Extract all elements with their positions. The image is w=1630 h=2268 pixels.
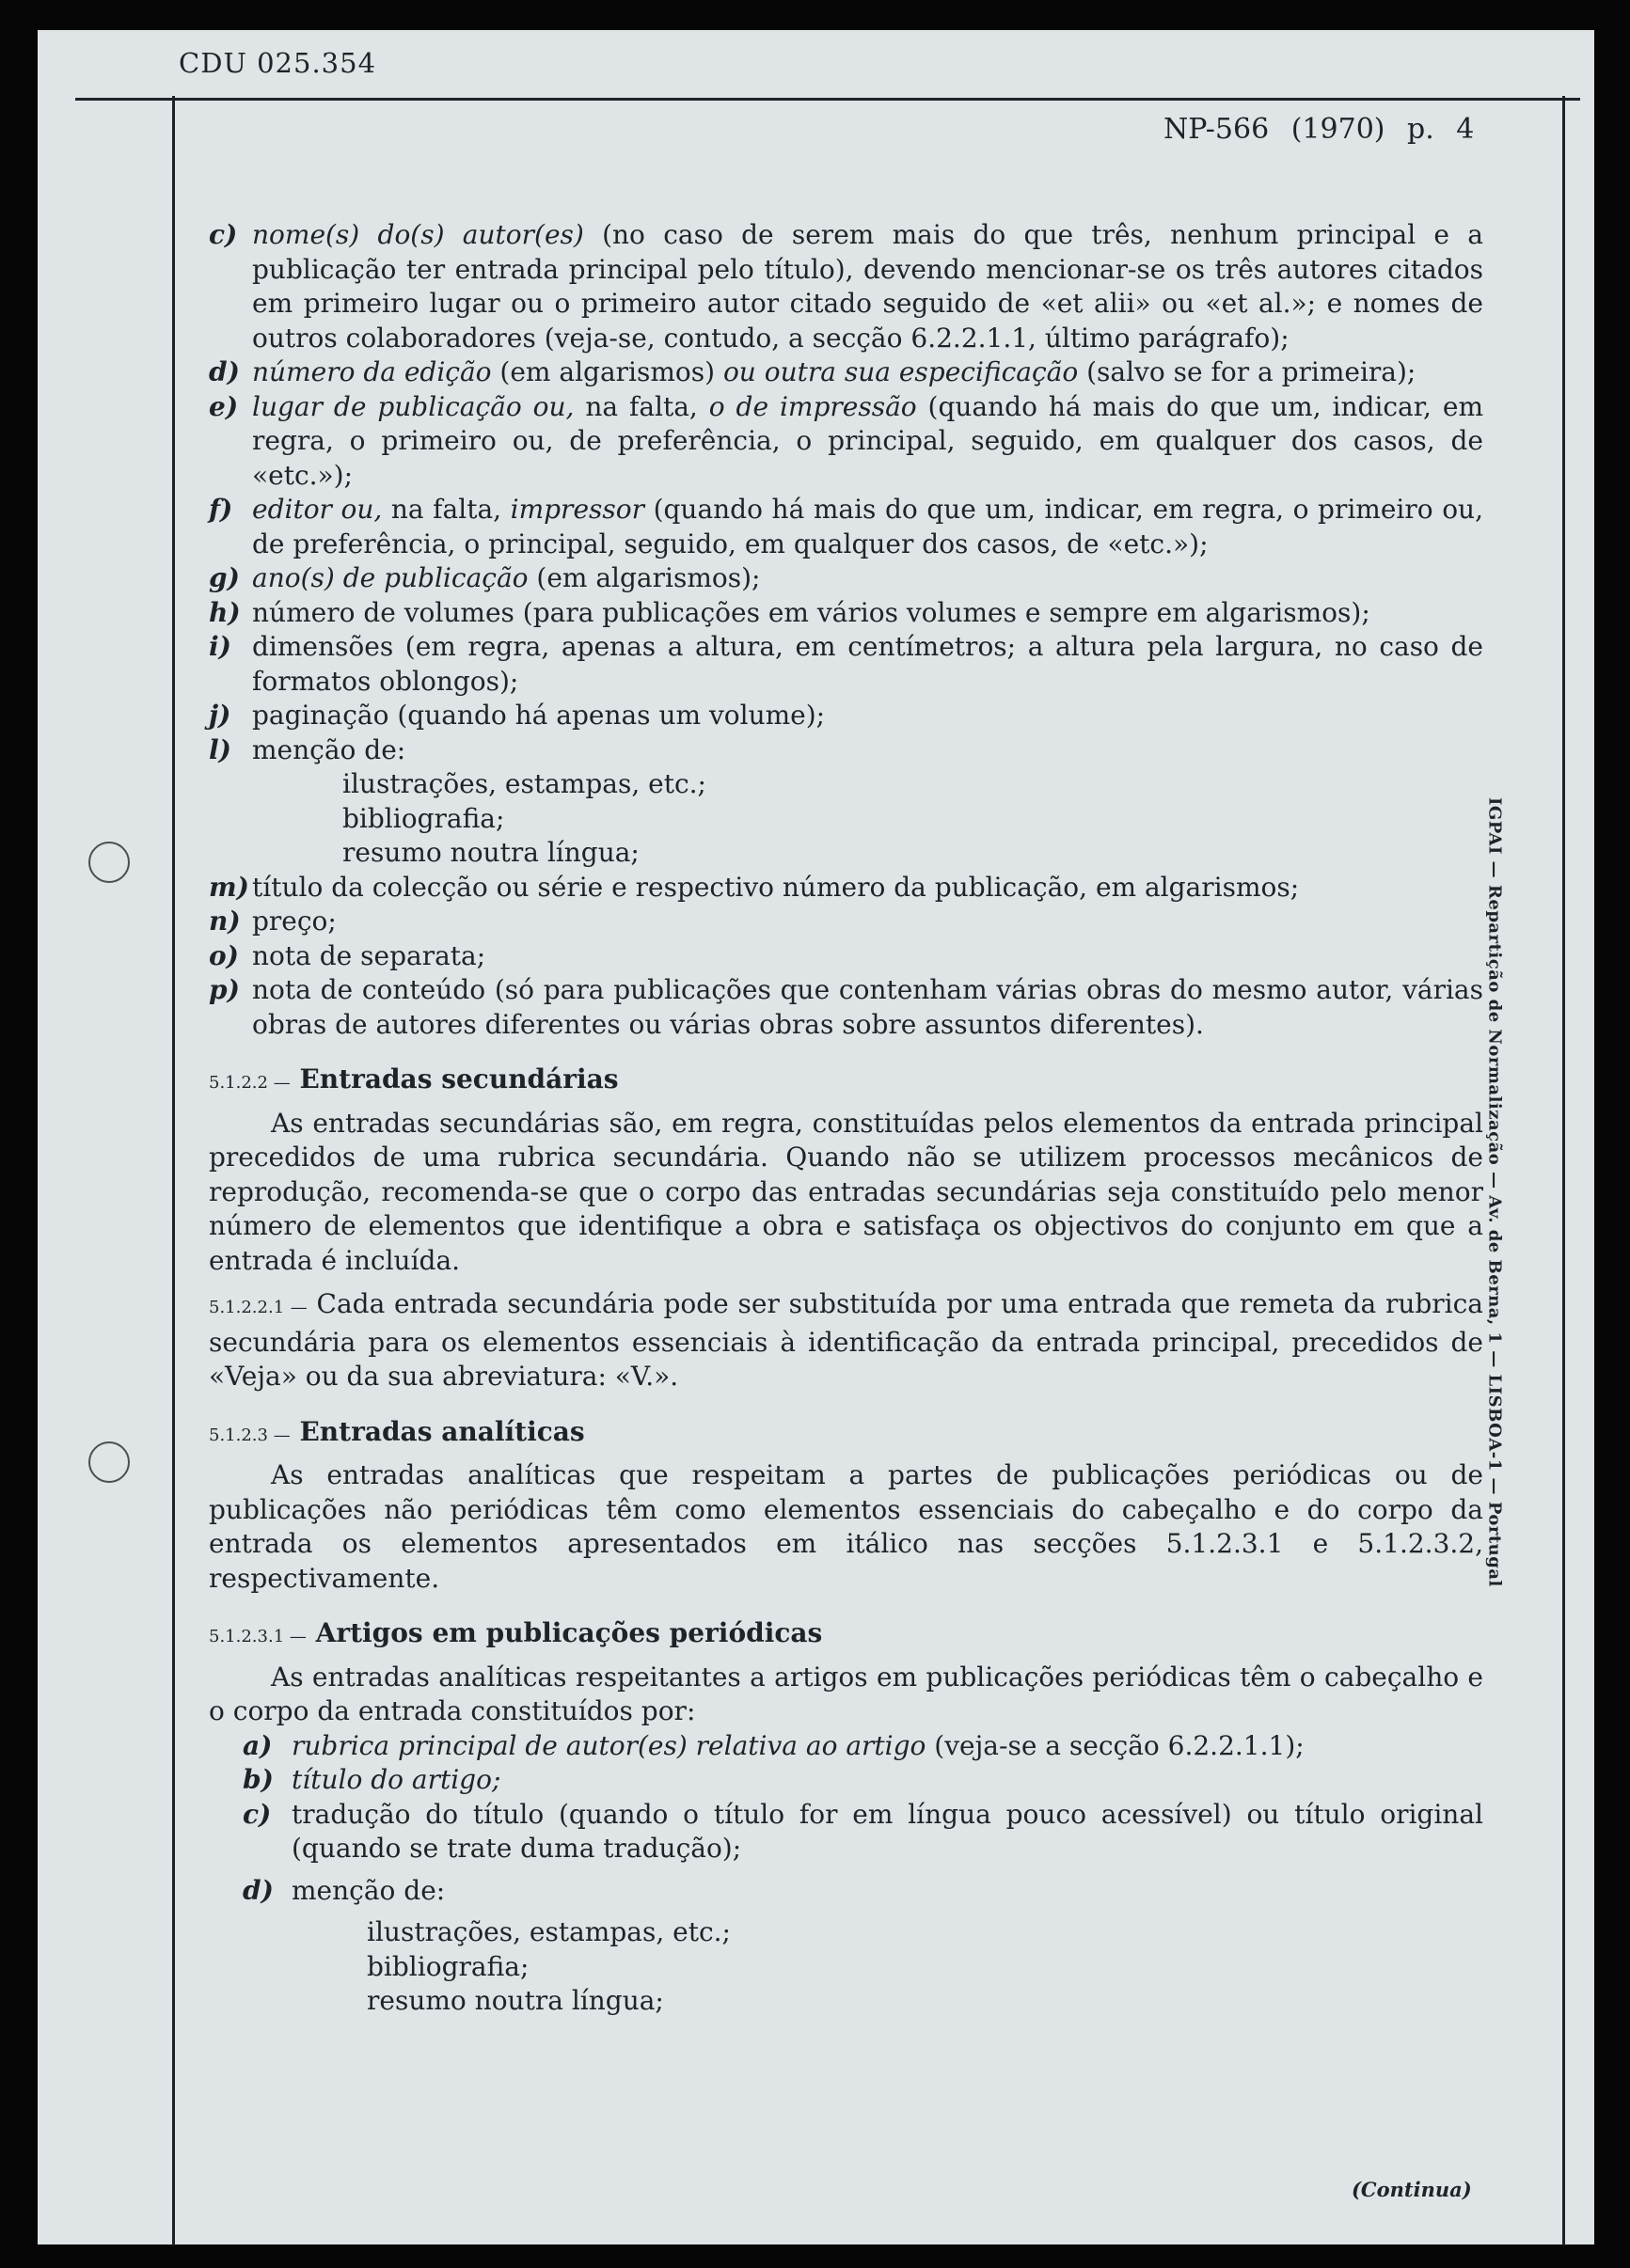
list-item: i) dimensões (em regra, apenas a altura, em centímetros; a altura pela largura, no caso de formatos oblongos); — [209, 631, 1483, 697]
list-item: d) menção de: — [243, 1874, 446, 1906]
list-item: f) editor ou, na falta, impressor (quando há mais do que um, indicar, em regra, o primeiro ou, de preferência, o principal, seguido, em qualquer dos casos, de «etc.»); — [209, 494, 1483, 559]
classification-code: CDU 025.354 — [179, 47, 377, 79]
frame-right-rule — [1562, 96, 1565, 2245]
section-heading: 5.1.2.3.1 — Artigos em publicações periódicas — [209, 1617, 823, 1648]
list-elements-2 — [209, 1729, 1483, 2019]
list-item: n) preço; — [209, 906, 337, 937]
page-header: NP-566 (1970) p. 4 — [1163, 113, 1475, 146]
frame-top-rule — [75, 98, 1580, 101]
list-item: m) título da colecção ou série e respectivo número da publicação, em algarismos; — [209, 871, 1300, 903]
document-body — [209, 218, 1483, 2019]
side-note: IGPAI — Repartição de Normalização — Av. de Berna, 1 — LISBOA-1 — Portugal — [1484, 797, 1505, 1587]
paragraph: As entradas analíticas respeitantes a artigos em publicações periódicas têm o cabeçalho e o corpo da entrada constituídos por: — [209, 1661, 1483, 1726]
list-item: g) ano(s) de publicação (em algarismos); — [209, 562, 761, 593]
list-elements-1 — [209, 218, 1483, 1042]
punch-hole — [88, 842, 130, 883]
sub-list-item: ilustrações, estampas, etc.; — [367, 1916, 731, 1947]
paragraph: As entradas secundárias são, em regra, constituídas pelos elementos da entrada principal precedidos de uma rubrica secundária. Quando não se utilizem processos mecânicos de reprodução, recomenda-se que o corpo das entradas secundárias seja constituído pelo menor número de elementos que identifique a obra e satisfaça os objectivos do conjunto em que a entrada é incluída. — [209, 1107, 1483, 1276]
list-item: j) paginação (quando há apenas um volume); — [209, 700, 826, 731]
list-item: l) menção de: — [209, 733, 406, 765]
list-item: d) número da edição (em algarismos) ou outra sua especificação (salvo se for a primeira); — [209, 356, 1416, 387]
sub-list-item: resumo noutra língua; — [367, 1985, 664, 2016]
list-item: h) número de volumes (para publicações em vários volumes e sempre em algarismos); — [209, 596, 1370, 628]
continued-note: (Continua) — [1352, 2178, 1472, 2201]
sub-list — [209, 767, 1483, 871]
frame-left-rule — [172, 96, 175, 2245]
sub-list-item: bibliografia; — [342, 802, 505, 834]
sub-list-item: resumo noutra língua; — [342, 837, 640, 868]
sub-list — [243, 1915, 1483, 2019]
section-heading: 5.1.2.2 — Entradas secundárias — [209, 1063, 619, 1095]
list-item: c) nome(s) do(s) autor(es) (no caso de serem mais do que três, nenhum principal e a publicação ter entrada principal pelo título), devendo mencionar-se os três autores citados em primeiro lugar ou o primeiro autor citado seguido de «et alii» ou «et al.»; e nomes de outros colaboradores (veja-se, contudo, a secção 6.2.2.1.1, último parágrafo); — [209, 219, 1483, 354]
punch-hole — [88, 1441, 130, 1483]
sub-list-item: ilustrações, estampas, etc.; — [342, 768, 706, 799]
list-item: c) tradução do título (quando o título for em língua pouco acessível) ou título original (quando se trate duma tradução); — [243, 1798, 1483, 1864]
paragraph: As entradas analíticas que respeitam a partes de publicações periódicas ou de publicações não periódicas têm como elementos essenciais do cabeçalho e do corpo da entrada os elementos apresentados em itálico nas secções 5.1.2.3.1 e 5.1.2.3.2, respectivamente. — [209, 1459, 1483, 1594]
list-item: p) nota de conteúdo (só para publicações que contenham várias obras do mesmo autor, várias obras de autores diferentes ou várias obras sobre assuntos diferentes). — [209, 974, 1483, 1040]
list-item: a) rubrica principal de autor(es) relativa ao artigo (veja-se a secção 6.2.2.1.1); — [243, 1729, 1305, 1761]
list-item: o) nota de separata; — [209, 939, 486, 971]
section-heading: 5.1.2.3 — Entradas analíticas — [209, 1415, 585, 1447]
sub-list-item: bibliografia; — [367, 1950, 530, 1982]
list-item: e) lugar de publicação ou, na falta, o de impressão (quando há mais do que um, indicar, em regra, o primeiro ou, de preferência, o principal, seguido, em qualquer dos casos, de «etc.»); — [209, 390, 1483, 491]
list-item: b) título do artigo; — [243, 1764, 501, 1795]
paragraph: 5.1.2.2.1 — Cada entrada secundária pode ser substituída por uma entrada que remeta da rubrica secundária para os elementos essenciais à identificação da entrada principal, precedidos de «Veja» ou da sua abreviatura: «V.». — [209, 1288, 1483, 1392]
